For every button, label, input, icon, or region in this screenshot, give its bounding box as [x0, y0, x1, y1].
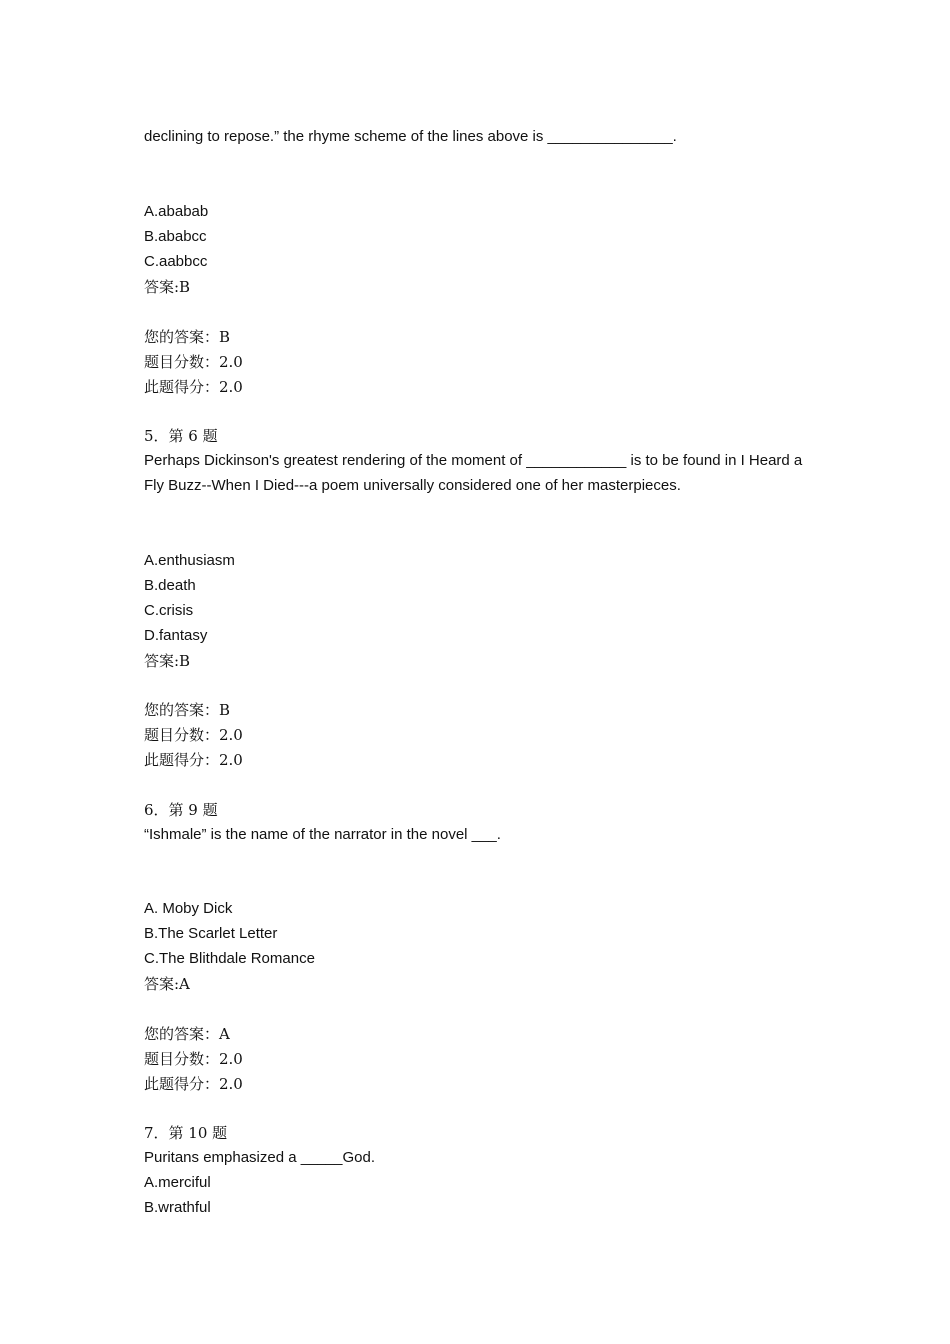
option-c: C.The Blithdale Romance: [144, 950, 315, 967]
option-d: D.fantasy: [144, 627, 208, 644]
correct-answer: 答案:B: [144, 278, 191, 296]
question-score: 题目分数：2.0: [144, 353, 243, 371]
question-header: 7．第 10 题: [144, 1124, 228, 1142]
points-earned: 此题得分：2.0: [144, 1075, 243, 1093]
question-stem: declining to repose.” the rhyme scheme of the lines above is _______________.: [144, 128, 677, 145]
question-stem-line-1: Perhaps Dickinson's greatest rendering of the moment of ____________ is to be found in I Heard a: [144, 452, 803, 469]
correct-answer: 答案:A: [144, 975, 190, 993]
option-b: B.wrathful: [144, 1199, 211, 1216]
your-answer: 您的答案：B: [144, 328, 231, 346]
option-a: A. Moby Dick: [144, 900, 233, 917]
option-a: A.enthusiasm: [144, 552, 235, 569]
option-a: A.ababab: [144, 203, 209, 220]
question-stem-line-2: Fly Buzz--When I Died---a poem universally considered one of her masterpieces.: [144, 477, 681, 494]
question-score: 题目分数：2.0: [144, 726, 243, 744]
question-stem: Puritans emphasized a _____God.: [144, 1149, 375, 1166]
points-earned: 此题得分：2.0: [144, 751, 243, 769]
option-c: C.aabbcc: [144, 253, 208, 270]
question-header: 5．第 6 题: [144, 427, 218, 445]
option-b: B.death: [144, 577, 196, 594]
option-a: A.merciful: [144, 1174, 211, 1191]
option-b: B.The Scarlet Letter: [144, 925, 278, 942]
option-c: C.crisis: [144, 602, 194, 619]
points-earned: 此题得分：2.0: [144, 378, 243, 396]
correct-answer: 答案:B: [144, 652, 191, 670]
question-header: 6．第 9 题: [144, 801, 218, 819]
question-score: 题目分数：2.0: [144, 1050, 243, 1068]
your-answer: 您的答案：B: [144, 701, 231, 719]
option-b: B.ababcc: [144, 228, 207, 245]
your-answer: 您的答案：A: [144, 1025, 230, 1043]
question-stem: “Ishmale” is the name of the narrator in the novel ___.: [144, 826, 501, 843]
